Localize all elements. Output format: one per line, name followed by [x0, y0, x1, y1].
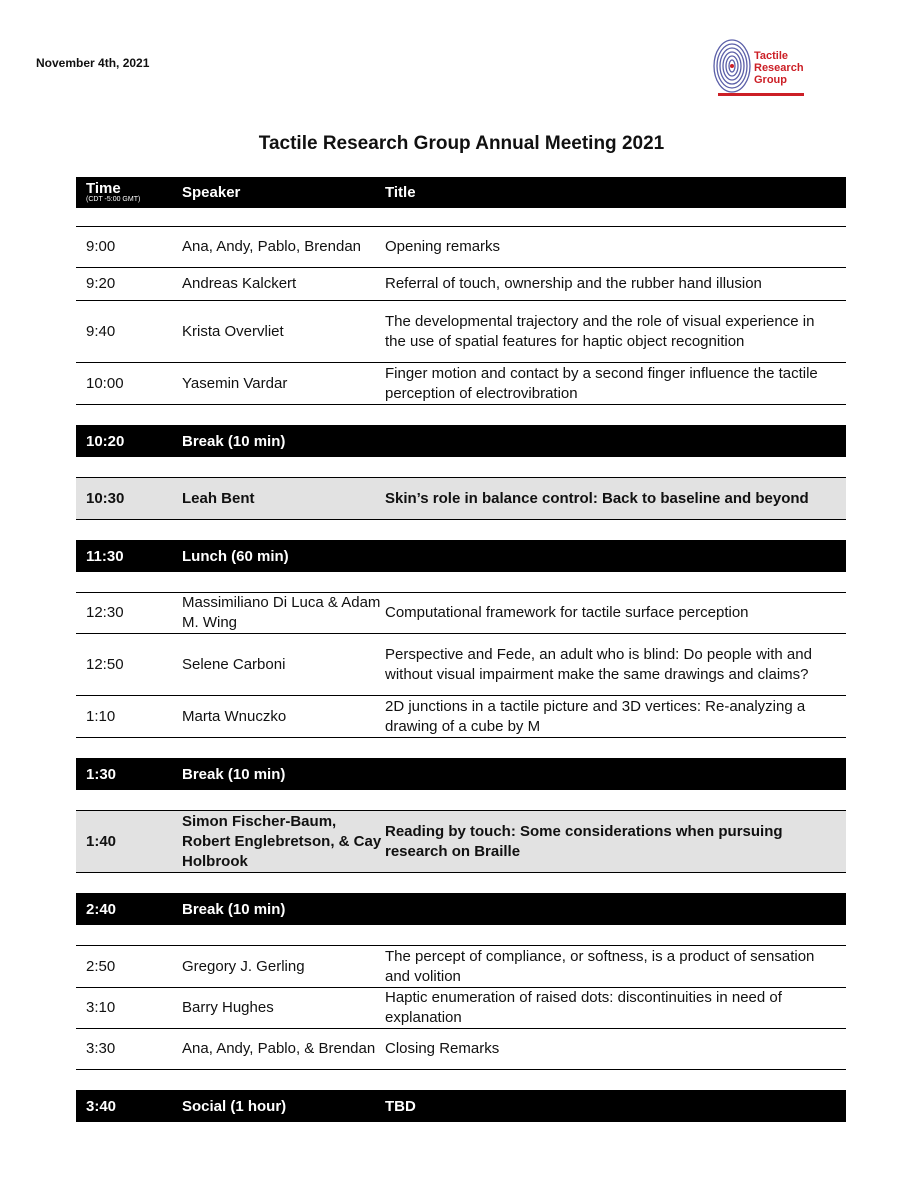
break-time: 10:20 [86, 432, 125, 450]
talk-speaker: Andreas Kalckert [182, 275, 297, 292]
featured-talk-row [76, 810, 846, 873]
talk-time: 3:30 [86, 1040, 116, 1057]
talk-title: The developmental trajectory and the role of visual experience in the use of spatial features for haptic object recognition [385, 312, 815, 350]
talk-speaker: Marta Wnuczko [182, 707, 287, 725]
section-gap [76, 790, 846, 810]
logo-underline [718, 93, 804, 96]
break-time: 1:30 [86, 765, 117, 783]
fingerprint-icon [710, 36, 754, 96]
break-label: Break (10 min) [182, 765, 286, 783]
talk-speaker: Ana, Andy, Pablo, & Brendan [182, 1040, 376, 1057]
talk-speaker: Simon Fischer-Baum, Robert Englebretson, & Cay Holbrook [182, 812, 382, 870]
section-gap [76, 572, 846, 592]
talk-speaker: Ana, Andy, Pablo, Brendan [182, 238, 362, 255]
talk-title: Closing Remarks [385, 1040, 500, 1057]
break-row [76, 540, 846, 572]
section-gap [76, 208, 846, 226]
talk-time: 12:30 [86, 604, 124, 621]
talk-row [76, 363, 846, 405]
break-time: 11:30 [86, 547, 124, 565]
break-time: 2:40 [86, 900, 117, 918]
talk-title: Perspective and Fede, an adult who is blind: Do people with and without visual impairment make the same drawings and claims? [385, 645, 812, 683]
talk-time: 12:50 [86, 655, 124, 673]
talk-speaker: Leah Bent [182, 489, 255, 507]
talk-row [76, 696, 846, 738]
featured-talk-row [76, 477, 846, 520]
talk-speaker: Barry Hughes [182, 999, 274, 1016]
talk-row [76, 1029, 846, 1070]
talk-title: Skin’s role in balance control: Back to baseline and beyond [385, 489, 809, 507]
talk-speaker: Yasemin Vardar [182, 374, 288, 392]
break-label: Social (1 hour) [182, 1097, 287, 1115]
talk-speaker: Krista Overvliet [182, 322, 284, 340]
logo-line-3: Group [754, 74, 787, 86]
talk-row [76, 945, 846, 988]
break-title: TBD [385, 1097, 416, 1115]
break-label: Break (10 min) [182, 900, 286, 918]
schedule-body [76, 208, 846, 1122]
talk-time: 9:20 [86, 275, 116, 292]
tactile-research-group-logo [710, 36, 820, 98]
section-gap [76, 405, 846, 425]
talk-speaker: Massimiliano Di Luca & Adam M. Wing [182, 594, 381, 631]
talk-title: 2D junctions in a tactile picture and 3D vertices: Re-analyzing a drawing of a cube by M [385, 697, 806, 735]
talk-time: 9:40 [86, 322, 116, 340]
talk-time: 1:10 [86, 707, 116, 725]
talk-row [76, 301, 846, 363]
talk-row [76, 592, 846, 634]
schedule-table [76, 177, 846, 1122]
talk-speaker: Selene Carboni [182, 655, 286, 673]
break-row [76, 425, 846, 457]
talk-row [76, 988, 846, 1029]
talk-title: Computational framework for tactile surface perception [385, 604, 749, 621]
break-time: 3:40 [86, 1097, 117, 1115]
header-time-label: Time [86, 179, 121, 197]
logo-line-2: Research [754, 62, 804, 74]
talk-title: The percept of compliance, or softness, is a product of sensation and volition [385, 947, 815, 985]
section-gap [76, 738, 846, 758]
section-gap [76, 925, 846, 945]
header-timezone-note: (CDT -5:00 GMT) [86, 195, 141, 203]
section-gap [76, 1070, 846, 1090]
break-row [76, 893, 846, 925]
section-gap [76, 520, 846, 540]
talk-time: 3:10 [86, 999, 116, 1016]
talk-row [76, 268, 846, 301]
break-label: Lunch (60 min) [182, 547, 289, 565]
talk-speaker: Gregory J. Gerling [182, 957, 305, 975]
talk-row [76, 226, 846, 268]
break-label: Break (10 min) [182, 432, 286, 450]
talk-time: 10:30 [86, 489, 125, 507]
header-time [76, 179, 182, 204]
schedule-header [76, 177, 846, 208]
talk-time: 1:40 [86, 832, 117, 850]
header-speaker: Speaker [182, 184, 241, 201]
talk-title: Haptic enumeration of raised dots: discontinuities in need of explanation [385, 989, 782, 1026]
logo-line-1: Tactile [754, 50, 789, 62]
talk-title: Reading by touch: Some considerations when pursuing research on Braille [385, 822, 783, 860]
section-gap [76, 873, 846, 893]
talk-time: 2:50 [86, 957, 116, 975]
talk-title: Finger motion and contact by a second finger influence the tactile perception of electrovibration [385, 364, 818, 402]
talk-title: Referral of touch, ownership and the rubber hand illusion [385, 275, 762, 292]
meeting-date: November 4th, 2021 [36, 56, 150, 70]
page-title: Tactile Research Group Annual Meeting 2021 [258, 133, 665, 154]
talk-row [76, 634, 846, 696]
talk-time: 9:00 [86, 238, 116, 255]
section-gap [76, 457, 846, 477]
talk-time: 10:00 [86, 374, 124, 392]
header-title: Title [385, 184, 416, 201]
talk-title: Opening remarks [385, 238, 501, 255]
break-row [76, 1090, 846, 1122]
break-row [76, 758, 846, 790]
